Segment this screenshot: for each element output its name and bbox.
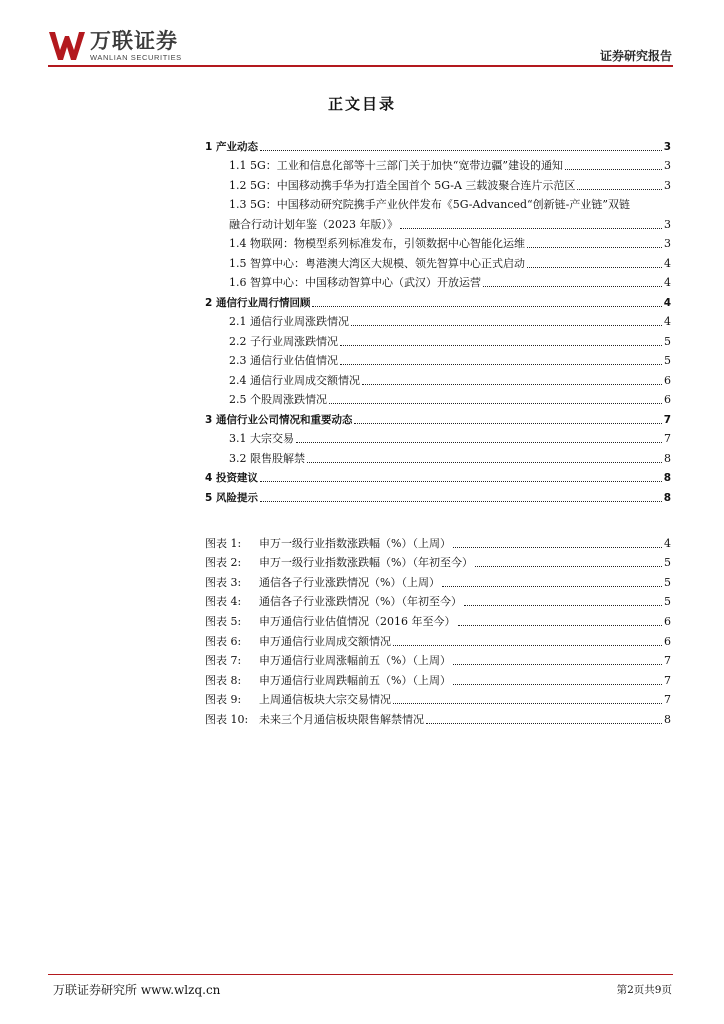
report-type: 证券研究报告 — [599, 49, 672, 63]
figure-title: 通信各子行业涨跌情况（%）（上周） — [259, 575, 440, 589]
figure-label: 图表 6: — [205, 634, 242, 648]
toc-entry-page: 7 — [663, 413, 671, 426]
toc-entry[interactable] — [205, 290, 671, 310]
toc-entry-page: 3 — [663, 140, 671, 153]
toc-entry[interactable] — [205, 251, 671, 271]
footer-divider — [48, 974, 673, 975]
toc-entry-page: 6 — [664, 393, 671, 406]
toc-entry-title: 1.6 智算中心：中国移动智算中心（武汉）开放运营 — [229, 276, 481, 289]
toc-entry-title: 2.4 通信行业周成交额情况 — [229, 373, 360, 387]
brand-name-en: WANLIAN SECURITIES — [90, 53, 182, 62]
page-number: 第2页共9页 — [616, 984, 672, 996]
toc-entry-page: 5 — [664, 354, 671, 367]
dot-leader — [453, 684, 662, 685]
figure-title: 未来三个月通信板块限售解禁情况 — [259, 712, 424, 726]
figure-title: 申万通信行业周涨幅前五（%）（上周） — [259, 654, 451, 668]
dot-leader — [453, 547, 662, 548]
dot-leader — [393, 645, 662, 646]
toc-entry-title: 2 通信行业周行情回顾 — [205, 296, 311, 309]
wanlian-logo-icon — [48, 30, 86, 62]
dot-leader — [354, 423, 661, 424]
toc-entry-page: 8 — [663, 491, 671, 504]
toc-entry[interactable] — [205, 329, 671, 349]
figure-page: 5 — [664, 595, 671, 609]
toc-entry-page: 4 — [664, 276, 671, 289]
figure-title: 申万一级行业指数涨跌幅（%）（上周） — [259, 536, 451, 550]
toc-entry-page: 3 — [664, 178, 671, 192]
figure-entry[interactable] — [205, 707, 671, 727]
figure-page: 7 — [664, 673, 671, 687]
toc-entry-title: 3 通信行业公司情况和重要动态 — [205, 413, 353, 426]
dot-leader — [340, 345, 662, 346]
toc-entry-title: 融合行动计划年鉴（2023 年版）》 — [229, 217, 398, 231]
toc-entry-title: 2.2 子行业周涨跌情况 — [229, 334, 338, 348]
page-title: 正文目录 — [327, 95, 396, 113]
dot-leader — [565, 169, 662, 170]
toc-entry-title: 4 投资建议 — [205, 472, 258, 484]
figure-label: 图表 9: — [205, 693, 242, 707]
dot-leader — [312, 306, 661, 307]
toc-entry-title: 1.5 智算中心：粤港澳大湾区大规模、领先智算中心正式启动 — [229, 256, 525, 270]
page-header — [0, 0, 724, 70]
toc-entry-page: 4 — [664, 256, 671, 270]
figure-title: 上周通信板块大宗交易情况 — [259, 693, 391, 707]
brand-name-cn: 万联证券 — [90, 29, 178, 53]
toc-entry-page: 7 — [664, 432, 671, 445]
figure-entry[interactable] — [205, 668, 671, 688]
dot-leader — [260, 481, 662, 482]
dot-leader — [453, 664, 662, 665]
toc-entry[interactable] — [205, 232, 671, 252]
toc-entry[interactable] — [205, 349, 671, 369]
figure-label: 图表 4: — [205, 595, 242, 609]
dot-leader — [362, 384, 662, 385]
figure-title: 申万通信行业周跌幅前五（%）（上周） — [259, 673, 451, 687]
figure-page: 5 — [664, 556, 671, 570]
toc-entry[interactable] — [205, 193, 671, 213]
figure-page: 7 — [664, 693, 671, 707]
dot-leader — [577, 189, 662, 190]
footer-source: 万联证券研究所 www.wlzq.cn — [53, 983, 221, 997]
company-logo — [48, 30, 182, 66]
toc-entry-title: 2.1 通信行业周涨跌情况 — [229, 315, 349, 328]
figure-page: 6 — [664, 634, 671, 648]
toc-entry-title: 2.5 个股周涨跌情况 — [229, 393, 327, 406]
toc-entry[interactable] — [205, 173, 671, 193]
figure-entry[interactable] — [205, 629, 671, 649]
toc-entry-page: 4 — [664, 315, 671, 328]
dot-leader — [329, 403, 662, 404]
figure-page: 4 — [664, 536, 671, 550]
figure-label: 图表 7: — [205, 654, 242, 668]
dot-leader — [426, 723, 662, 724]
figure-page: 6 — [664, 614, 671, 628]
toc-entry[interactable] — [205, 485, 671, 505]
figure-entry[interactable] — [205, 551, 671, 571]
toc-entry[interactable] — [205, 134, 671, 154]
toc-entry[interactable] — [205, 466, 671, 486]
dot-leader — [260, 501, 662, 502]
figure-page: 7 — [664, 654, 671, 668]
toc-entry[interactable] — [205, 212, 671, 232]
toc-entry-title: 1.3 5G：中国移动研究院携手产业伙伴发布《5G-Advanced“创新链-产业链”双链 — [229, 198, 630, 211]
toc-entry[interactable] — [205, 407, 671, 427]
toc-entry-title: 1 产业动态 — [205, 140, 258, 153]
toc-entry-title: 5 风险提示 — [205, 491, 258, 504]
dot-leader — [442, 586, 662, 587]
toc-entry-title: 1.2 5G：中国移动携手华为打造全国首个 5G-A 三载波聚合连片示范区 — [229, 178, 576, 192]
figure-title: 申万一级行业指数涨跌幅（%）（年初至今） — [259, 556, 473, 570]
figure-label: 图表 2: — [205, 556, 242, 570]
figure-label: 图表 8: — [205, 673, 242, 687]
dot-leader — [527, 267, 662, 268]
header-divider — [48, 65, 673, 67]
dot-leader — [340, 364, 662, 365]
toc-entry-title: 1.1 5G：工业和信息化部等十三部门关于加快“宽带边疆”建设的通知 — [229, 159, 564, 172]
table-of-contents — [205, 134, 671, 505]
figure-page: 5 — [664, 575, 671, 589]
toc-entry[interactable] — [205, 271, 671, 291]
figure-label: 图表 3: — [205, 575, 242, 589]
figure-index — [205, 531, 671, 727]
figure-entry[interactable] — [205, 688, 671, 708]
figure-label: 图表 5: — [205, 614, 242, 628]
dot-leader — [260, 150, 662, 151]
figure-entry[interactable] — [205, 570, 671, 590]
dot-leader — [351, 325, 662, 326]
figure-entry[interactable] — [205, 590, 671, 610]
figure-title: 通信各子行业涨跌情况（%）（年初至今） — [259, 595, 462, 609]
toc-entry-page: 3 — [664, 237, 671, 250]
toc-entry[interactable] — [205, 427, 671, 447]
toc-entry[interactable] — [205, 154, 671, 174]
toc-entry-title: 3.2 限售股解禁 — [229, 451, 305, 465]
dot-leader — [307, 462, 662, 463]
toc-entry-page: 3 — [664, 159, 671, 172]
figure-entry[interactable] — [205, 649, 671, 669]
figure-entry[interactable] — [205, 531, 671, 551]
toc-entry-title: 3.1 大宗交易 — [229, 432, 294, 445]
toc-entry-title: 2.3 通信行业估值情况 — [229, 354, 338, 367]
toc-entry[interactable] — [205, 368, 671, 388]
toc-entry-page: 8 — [664, 451, 671, 465]
dot-leader — [296, 442, 662, 443]
dot-leader — [527, 247, 662, 248]
dot-leader — [400, 228, 662, 229]
figure-title: 申万通信行业估值情况（2016 年至今） — [259, 614, 456, 628]
figure-label: 图表 1: — [205, 536, 242, 550]
dot-leader — [464, 605, 662, 606]
toc-entry[interactable] — [205, 446, 671, 466]
toc-entry-page: 6 — [664, 373, 671, 387]
toc-entry-page: 5 — [664, 334, 671, 348]
dot-leader — [483, 286, 662, 287]
dot-leader — [458, 625, 663, 626]
toc-entry-page: 4 — [663, 296, 671, 309]
figure-page: 8 — [664, 712, 671, 726]
figure-label: 图表 10: — [205, 712, 249, 726]
toc-entry-title: 1.4 物联网：物模型系列标准发布，引领数据中心智能化运维 — [229, 237, 525, 250]
figure-title: 申万通信行业周成交额情况 — [259, 634, 391, 648]
toc-entry-page: 3 — [664, 217, 671, 231]
dot-leader — [393, 703, 662, 704]
toc-entry[interactable] — [205, 310, 671, 330]
figure-entry[interactable] — [205, 609, 671, 629]
dot-leader — [475, 566, 662, 567]
toc-entry-page: 8 — [663, 472, 671, 484]
toc-entry[interactable] — [205, 388, 671, 408]
